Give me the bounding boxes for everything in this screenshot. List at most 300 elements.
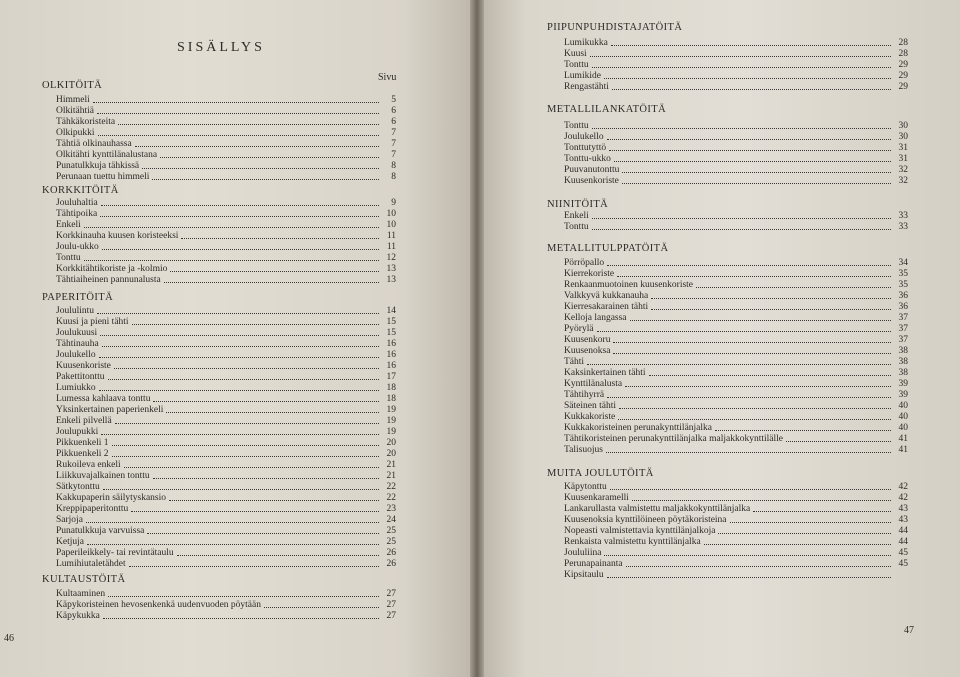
- dot-leader: [649, 375, 891, 376]
- toc-entry: [56, 198, 396, 209]
- dot-leader: [590, 56, 891, 57]
- toc-entry-title: Kuusenkoriste: [564, 176, 619, 186]
- toc-entry-page: 6: [391, 106, 396, 116]
- toc-entry-title: Joululiina: [564, 548, 602, 558]
- toc-entry-title: Renkaista valmistettu kynttilänjalka: [564, 537, 701, 547]
- toc-entry: [564, 423, 908, 434]
- dot-leader: [651, 298, 891, 299]
- toc-entry: [56, 161, 396, 172]
- toc-entry-title: Punatulkkuja varvuissa: [56, 526, 145, 536]
- toc-entry-title: Nopeasti valmistettavia kynttilänjalkoja: [564, 526, 716, 536]
- toc-entry: [56, 394, 396, 405]
- dot-leader: [135, 146, 379, 147]
- dot-leader: [164, 282, 379, 283]
- dot-leader: [607, 397, 891, 398]
- toc-entry: [56, 600, 396, 611]
- toc-entry-title: Kynttilänalusta: [564, 379, 623, 389]
- toc-entry-page: 29: [898, 71, 908, 81]
- toc-entry-page: 21: [386, 460, 396, 470]
- dot-leader: [169, 500, 379, 501]
- dot-leader: [607, 265, 891, 266]
- toc-entry: [564, 176, 908, 187]
- toc-entry: [56, 350, 396, 361]
- toc-entry-title: Pakettitonttu: [56, 372, 105, 382]
- dot-leader: [730, 522, 891, 523]
- dot-leader: [153, 401, 379, 402]
- toc-entry-title: Lumikide: [564, 71, 601, 81]
- toc-entry-title: Enkeli: [564, 211, 589, 221]
- toc-entry: [564, 258, 908, 269]
- dot-leader: [100, 335, 379, 336]
- toc-entry-page: 45: [898, 548, 908, 558]
- toc-entry: [56, 172, 396, 183]
- toc-entry: [564, 154, 908, 165]
- toc-entry: [56, 449, 396, 460]
- toc-entry-title: Paperileikkely- tai revintätaulu: [56, 548, 174, 558]
- toc-entry-page: 22: [386, 493, 396, 503]
- toc-entry-title: Perunaan tuettu himmeli: [56, 172, 150, 182]
- toc-entry: [564, 504, 908, 515]
- left-page: [0, 0, 475, 677]
- toc-entry: [56, 438, 396, 449]
- toc-entry: [564, 324, 908, 335]
- toc-entry-title: Tähtinauha: [56, 339, 99, 349]
- dot-leader: [612, 89, 891, 90]
- toc-entry: [564, 445, 908, 456]
- toc-entry-page: 43: [898, 504, 908, 514]
- dot-leader: [610, 489, 891, 490]
- toc-entry-title: Kuusenkoru: [564, 335, 611, 345]
- toc-entry-title: Kultaaminen: [56, 589, 106, 599]
- toc-entry: [56, 253, 396, 264]
- toc-entry: [56, 493, 396, 504]
- toc-entry-title: Sätkytonttu: [56, 482, 100, 492]
- toc-entry: [564, 302, 908, 313]
- toc-entry: [56, 306, 396, 317]
- dot-leader: [611, 45, 891, 46]
- toc-entry-title: Tonttutyttö: [564, 143, 607, 153]
- toc-entry: [56, 106, 396, 117]
- dot-leader: [170, 271, 379, 272]
- dot-leader: [103, 489, 379, 490]
- toc-entry-page: 33: [898, 211, 908, 221]
- dot-leader: [613, 353, 891, 354]
- toc-entry-title: Tähkäkoristeita: [56, 117, 116, 127]
- toc-entry-page: 16: [386, 339, 396, 349]
- toc-entry-page: 12: [386, 253, 396, 263]
- dot-leader: [114, 368, 379, 369]
- toc-entry-page: 15: [386, 328, 396, 338]
- toc-entry-title: Tähti: [564, 357, 585, 367]
- dot-leader: [592, 128, 891, 129]
- dot-leader: [181, 238, 379, 239]
- toc-entry-page: 17: [386, 372, 396, 382]
- section-heading: KULTAUSTÖITÄ: [42, 574, 126, 585]
- toc-entry-page: 25: [386, 526, 396, 536]
- toc-entry: [56, 526, 396, 537]
- toc-entry-page: 16: [386, 350, 396, 360]
- toc-entry-page: 23: [386, 504, 396, 514]
- toc-entry-page: 36: [898, 291, 908, 301]
- toc-entry-title: Enkeli pilvellä: [56, 416, 112, 426]
- toc-entry-title: Ketjuja: [56, 537, 84, 547]
- toc-entry: [56, 405, 396, 416]
- dot-leader: [101, 205, 379, 206]
- toc-entry-page: 37: [898, 313, 908, 323]
- toc-entry: [564, 493, 908, 504]
- dot-leader: [132, 324, 379, 325]
- toc-entry-title: Pikkuenkeli 1: [56, 438, 109, 448]
- toc-entry-page: 40: [898, 401, 908, 411]
- toc-entry: [56, 361, 396, 372]
- toc-entry-page: 42: [898, 482, 908, 492]
- section-heading: KORKKITÖITÄ: [42, 185, 119, 196]
- toc-entry-page: 7: [391, 128, 396, 138]
- toc-entry-title: Lankarullasta valmistettu maljakkokynttilänjalka: [564, 504, 751, 514]
- toc-entry-title: Kuusenoksa: [564, 346, 611, 356]
- section-heading: METALLITULPPATÖITÄ: [547, 243, 669, 254]
- toc-entry-page: 39: [898, 390, 908, 400]
- toc-entry-page: 44: [898, 526, 908, 536]
- dot-leader: [753, 511, 891, 512]
- toc-entry: [564, 537, 908, 548]
- toc-entry-title: Tähtihyrrä: [564, 390, 605, 400]
- dot-leader: [102, 249, 379, 250]
- toc-entry-page: 20: [386, 438, 396, 448]
- toc-entry-title: Kaksinkertainen tähti: [564, 368, 646, 378]
- toc-entry-page: 19: [386, 405, 396, 415]
- toc-entry-title: Renkaanmuotoinen kuusenkoriste: [564, 280, 694, 290]
- dot-leader: [626, 566, 891, 567]
- toc-entry: [56, 139, 396, 150]
- toc-entry: [56, 416, 396, 427]
- toc-entry-page: 6: [391, 117, 396, 127]
- toc-entry: [564, 379, 908, 390]
- toc-entry: [56, 548, 396, 559]
- dot-leader: [108, 596, 379, 597]
- dot-leader: [609, 150, 891, 151]
- dot-leader: [704, 544, 891, 545]
- toc-entry-title: Kakkupaperin säilytyskansio: [56, 493, 167, 503]
- toc-entry: [564, 346, 908, 357]
- toc-entry: [56, 231, 396, 242]
- dot-leader: [786, 441, 891, 442]
- toc-entry: [564, 526, 908, 537]
- toc-entry: [564, 390, 908, 401]
- dot-leader: [153, 478, 379, 479]
- toc-entry-page: 32: [898, 165, 908, 175]
- toc-entry-title: Kelloja langassa: [564, 313, 627, 323]
- toc-entry-title: Kuusenoksia kynttilöineen pöytäkoristeina: [564, 515, 727, 525]
- dot-leader: [108, 379, 379, 380]
- toc-entry: [564, 335, 908, 346]
- toc-entry-title: Tonttu: [564, 121, 589, 131]
- toc-entry: [564, 434, 908, 445]
- toc-entry-page: 33: [898, 222, 908, 232]
- toc-entry-page: 40: [898, 412, 908, 422]
- dot-leader: [604, 78, 891, 79]
- toc-entry: [56, 589, 396, 600]
- toc-entry: [56, 150, 396, 161]
- toc-entry-page: 8: [391, 172, 396, 182]
- toc-entry: [56, 537, 396, 548]
- toc-entry: [56, 383, 396, 394]
- dot-leader: [99, 390, 379, 391]
- dot-leader: [100, 216, 379, 217]
- toc-entry-title: Käpykoristeinen hevosenkenkä uudenvuoden pöytään: [56, 600, 261, 610]
- toc-entry-page: 29: [898, 82, 908, 92]
- toc-entry: [564, 132, 908, 143]
- toc-entry: [564, 82, 908, 93]
- dot-leader: [152, 179, 379, 180]
- toc-entry: [56, 128, 396, 139]
- toc-entry: [56, 515, 396, 526]
- dot-leader: [97, 113, 379, 114]
- toc-entry-page: 31: [898, 143, 908, 153]
- dot-leader: [592, 67, 891, 68]
- section-heading: PIIPUNPUHDISTAJATÖITÄ: [547, 22, 683, 33]
- toc-entry: [564, 482, 908, 493]
- toc-entry-title: Kuusenkoriste: [56, 361, 111, 371]
- toc-entry: [564, 71, 908, 82]
- toc-entry-page: 43: [898, 515, 908, 525]
- contents-title: SISÄLLYS: [177, 40, 265, 55]
- dot-leader: [630, 320, 891, 321]
- dot-leader: [103, 618, 379, 619]
- toc-entry-page: 41: [898, 445, 908, 455]
- toc-entry-page: 8: [391, 161, 396, 171]
- toc-entry-title: Korkkitähtikoriste ja -kolmio: [56, 264, 168, 274]
- toc-entry-title: Säteinen tähti: [564, 401, 616, 411]
- toc-entry-title: Joulukello: [56, 350, 96, 360]
- toc-entry-page: 35: [898, 269, 908, 279]
- toc-entry-title: Kukkakoriste: [564, 412, 616, 422]
- toc-entry-title: Kierresakarainen tähti: [564, 302, 649, 312]
- toc-entry-title: Lumessa kahlaava tonttu: [56, 394, 151, 404]
- toc-entry-title: Lumihiutaletähdet: [56, 559, 126, 569]
- toc-entry: [564, 38, 908, 49]
- toc-entry: [564, 515, 908, 526]
- toc-entry-page: 40: [898, 423, 908, 433]
- toc-entry-title: Kierrekoriste: [564, 269, 615, 279]
- toc-entry-title: Kukkakoristeinen perunakynttilänjalka: [564, 423, 712, 433]
- toc-entry: [564, 368, 908, 379]
- dot-leader: [99, 357, 379, 358]
- toc-entry: [56, 95, 396, 106]
- toc-entry: [564, 291, 908, 302]
- section-heading: MUITA JOULUTÖITÄ: [547, 468, 654, 479]
- page-number-right: 47: [904, 625, 914, 636]
- toc-entry-title: Lumikukka: [564, 38, 608, 48]
- toc-entry: [56, 242, 396, 253]
- dot-leader: [622, 172, 891, 173]
- dot-leader: [124, 467, 379, 468]
- toc-entry-title: Sarjoja: [56, 515, 83, 525]
- dot-leader: [177, 555, 379, 556]
- toc-entry-title: Perunapainanta: [564, 559, 623, 569]
- right-page: [478, 0, 960, 677]
- dot-leader: [718, 533, 891, 534]
- toc-entry-title: Tähtiä olkinauhassa: [56, 139, 132, 149]
- toc-entry-page: 13: [386, 264, 396, 274]
- toc-entry-page: 38: [898, 368, 908, 378]
- toc-entry-title: Lumiukko: [56, 383, 96, 393]
- toc-entry-title: Olkitähti kynttilänalustana: [56, 150, 158, 160]
- toc-entry: [564, 280, 908, 291]
- toc-entry-page: 20: [386, 449, 396, 459]
- dot-leader: [129, 566, 379, 567]
- toc-entry: [56, 471, 396, 482]
- dot-leader: [587, 364, 891, 365]
- dot-leader: [607, 139, 891, 140]
- dot-leader: [651, 309, 891, 310]
- toc-entry-page: 35: [898, 280, 908, 290]
- toc-entry: [56, 275, 396, 286]
- toc-entry-title: Tonttu: [56, 253, 81, 263]
- toc-entry-title: Tähtikoristeinen perunakynttilänjalka maljakkokynttilälle: [564, 434, 783, 444]
- toc-entry: [56, 264, 396, 275]
- toc-entry-page: 27: [386, 589, 396, 599]
- toc-entry-title: Joululintu: [56, 306, 95, 316]
- page-column-label: Sivu: [378, 72, 397, 83]
- toc-entry-title: Olkipukki: [56, 128, 95, 138]
- dot-leader: [614, 161, 891, 162]
- toc-entry-title: Pikkuenkeli 2: [56, 449, 109, 459]
- toc-entry-title: Tonttu-ukko: [564, 154, 611, 164]
- toc-entry-page: 32: [898, 176, 908, 186]
- toc-entry-page: 28: [898, 49, 908, 59]
- toc-entry-page: 36: [898, 302, 908, 312]
- toc-entry-title: Korkkinauha kuusen koristeeksi: [56, 231, 179, 241]
- toc-entry-page: 5: [391, 95, 396, 105]
- dot-leader: [84, 227, 379, 228]
- toc-entry-page: 19: [386, 427, 396, 437]
- dot-leader: [142, 168, 379, 169]
- toc-entry-title: Käpykukka: [56, 611, 100, 621]
- toc-entry-title: Liikkuvajalkainen tonttu: [56, 471, 150, 481]
- dot-leader: [607, 577, 891, 578]
- toc-entry: [564, 313, 908, 324]
- toc-entry: [564, 165, 908, 176]
- toc-entry-title: Rengastähti: [564, 82, 609, 92]
- dot-leader: [592, 229, 891, 230]
- toc-entry-page: 30: [898, 121, 908, 131]
- dot-leader: [617, 276, 891, 277]
- toc-entry-title: Kuusi: [564, 49, 587, 59]
- toc-entry-page: 26: [386, 559, 396, 569]
- dot-leader: [115, 423, 379, 424]
- toc-entry: [564, 222, 908, 233]
- dot-leader: [625, 386, 891, 387]
- dot-leader: [592, 218, 891, 219]
- toc-entry-title: Jouluhaltia: [56, 198, 98, 208]
- dot-leader: [147, 533, 379, 534]
- toc-entry-page: 44: [898, 537, 908, 547]
- section-heading: NIINITÖITÄ: [547, 199, 609, 210]
- dot-leader: [715, 430, 891, 431]
- toc-entry-page: 34: [898, 258, 908, 268]
- toc-entry-page: 14: [386, 306, 396, 316]
- toc-entry-title: Puuvanutonttu: [564, 165, 620, 175]
- toc-entry: [564, 211, 908, 222]
- dot-leader: [166, 412, 379, 413]
- toc-entry: [56, 372, 396, 383]
- dot-leader: [632, 500, 891, 501]
- dot-leader: [87, 544, 379, 545]
- toc-entry-page: 7: [391, 139, 396, 149]
- toc-entry-page: 24: [386, 515, 396, 525]
- toc-entry-page: 22: [386, 482, 396, 492]
- toc-entry: [56, 427, 396, 438]
- toc-entry-page: 27: [386, 611, 396, 621]
- toc-entry-title: Himmeli: [56, 95, 90, 105]
- toc-entry-title: Pyörylä: [564, 324, 594, 334]
- toc-entry-page: 11: [386, 231, 396, 241]
- toc-entry: [56, 482, 396, 493]
- toc-entry-title: Joulupukki: [56, 427, 99, 437]
- dot-leader: [118, 124, 379, 125]
- dot-leader: [131, 511, 379, 512]
- toc-entry: [56, 339, 396, 350]
- dot-leader: [696, 287, 891, 288]
- dot-leader: [264, 607, 379, 608]
- toc-entry-page: 38: [898, 357, 908, 367]
- toc-entry-page: 25: [386, 537, 396, 547]
- toc-entry-title: Joulu-ukko: [56, 242, 99, 252]
- toc-entry-page: 27: [386, 600, 396, 610]
- toc-entry: [564, 60, 908, 71]
- toc-entry-title: Yksinkertainen paperienkeli: [56, 405, 164, 415]
- toc-entry-page: 11: [386, 242, 396, 252]
- toc-entry: [56, 460, 396, 471]
- toc-entry-page: 19: [386, 416, 396, 426]
- toc-entry-title: Olkitähtiä: [56, 106, 94, 116]
- toc-entry: [564, 570, 908, 581]
- dot-leader: [93, 102, 379, 103]
- toc-entry: [564, 401, 908, 412]
- dot-leader: [112, 456, 379, 457]
- toc-entry: [564, 49, 908, 60]
- toc-entry: [564, 357, 908, 368]
- toc-entry-page: 39: [898, 379, 908, 389]
- toc-entry-title: Käpytonttu: [564, 482, 607, 492]
- toc-entry-page: 9: [391, 198, 396, 208]
- toc-entry-title: Rukoileva enkeli: [56, 460, 121, 470]
- toc-entry: [56, 611, 396, 622]
- section-heading: PAPERITÖITÄ: [42, 292, 114, 303]
- toc-entry-page: 7: [391, 150, 396, 160]
- toc-entry: [56, 559, 396, 570]
- toc-entry-title: Enkeli: [56, 220, 81, 230]
- dot-leader: [101, 434, 379, 435]
- toc-entry-title: Punatulkkuja tähkissä: [56, 161, 140, 171]
- toc-entry-title: Tähtipoika: [56, 209, 98, 219]
- dot-leader: [112, 445, 379, 446]
- toc-entry: [564, 121, 908, 132]
- toc-entry-title: Pörröpallo: [564, 258, 605, 268]
- toc-entry-page: 16: [386, 361, 396, 371]
- dot-leader: [86, 522, 379, 523]
- dot-leader: [84, 260, 379, 261]
- toc-entry: [56, 209, 396, 220]
- dot-leader: [97, 313, 379, 314]
- dot-leader: [622, 183, 891, 184]
- dot-leader: [613, 342, 891, 343]
- toc-entry-page: 29: [898, 60, 908, 70]
- dot-leader: [606, 452, 891, 453]
- toc-entry-page: 28: [898, 38, 908, 48]
- toc-entry: [56, 328, 396, 339]
